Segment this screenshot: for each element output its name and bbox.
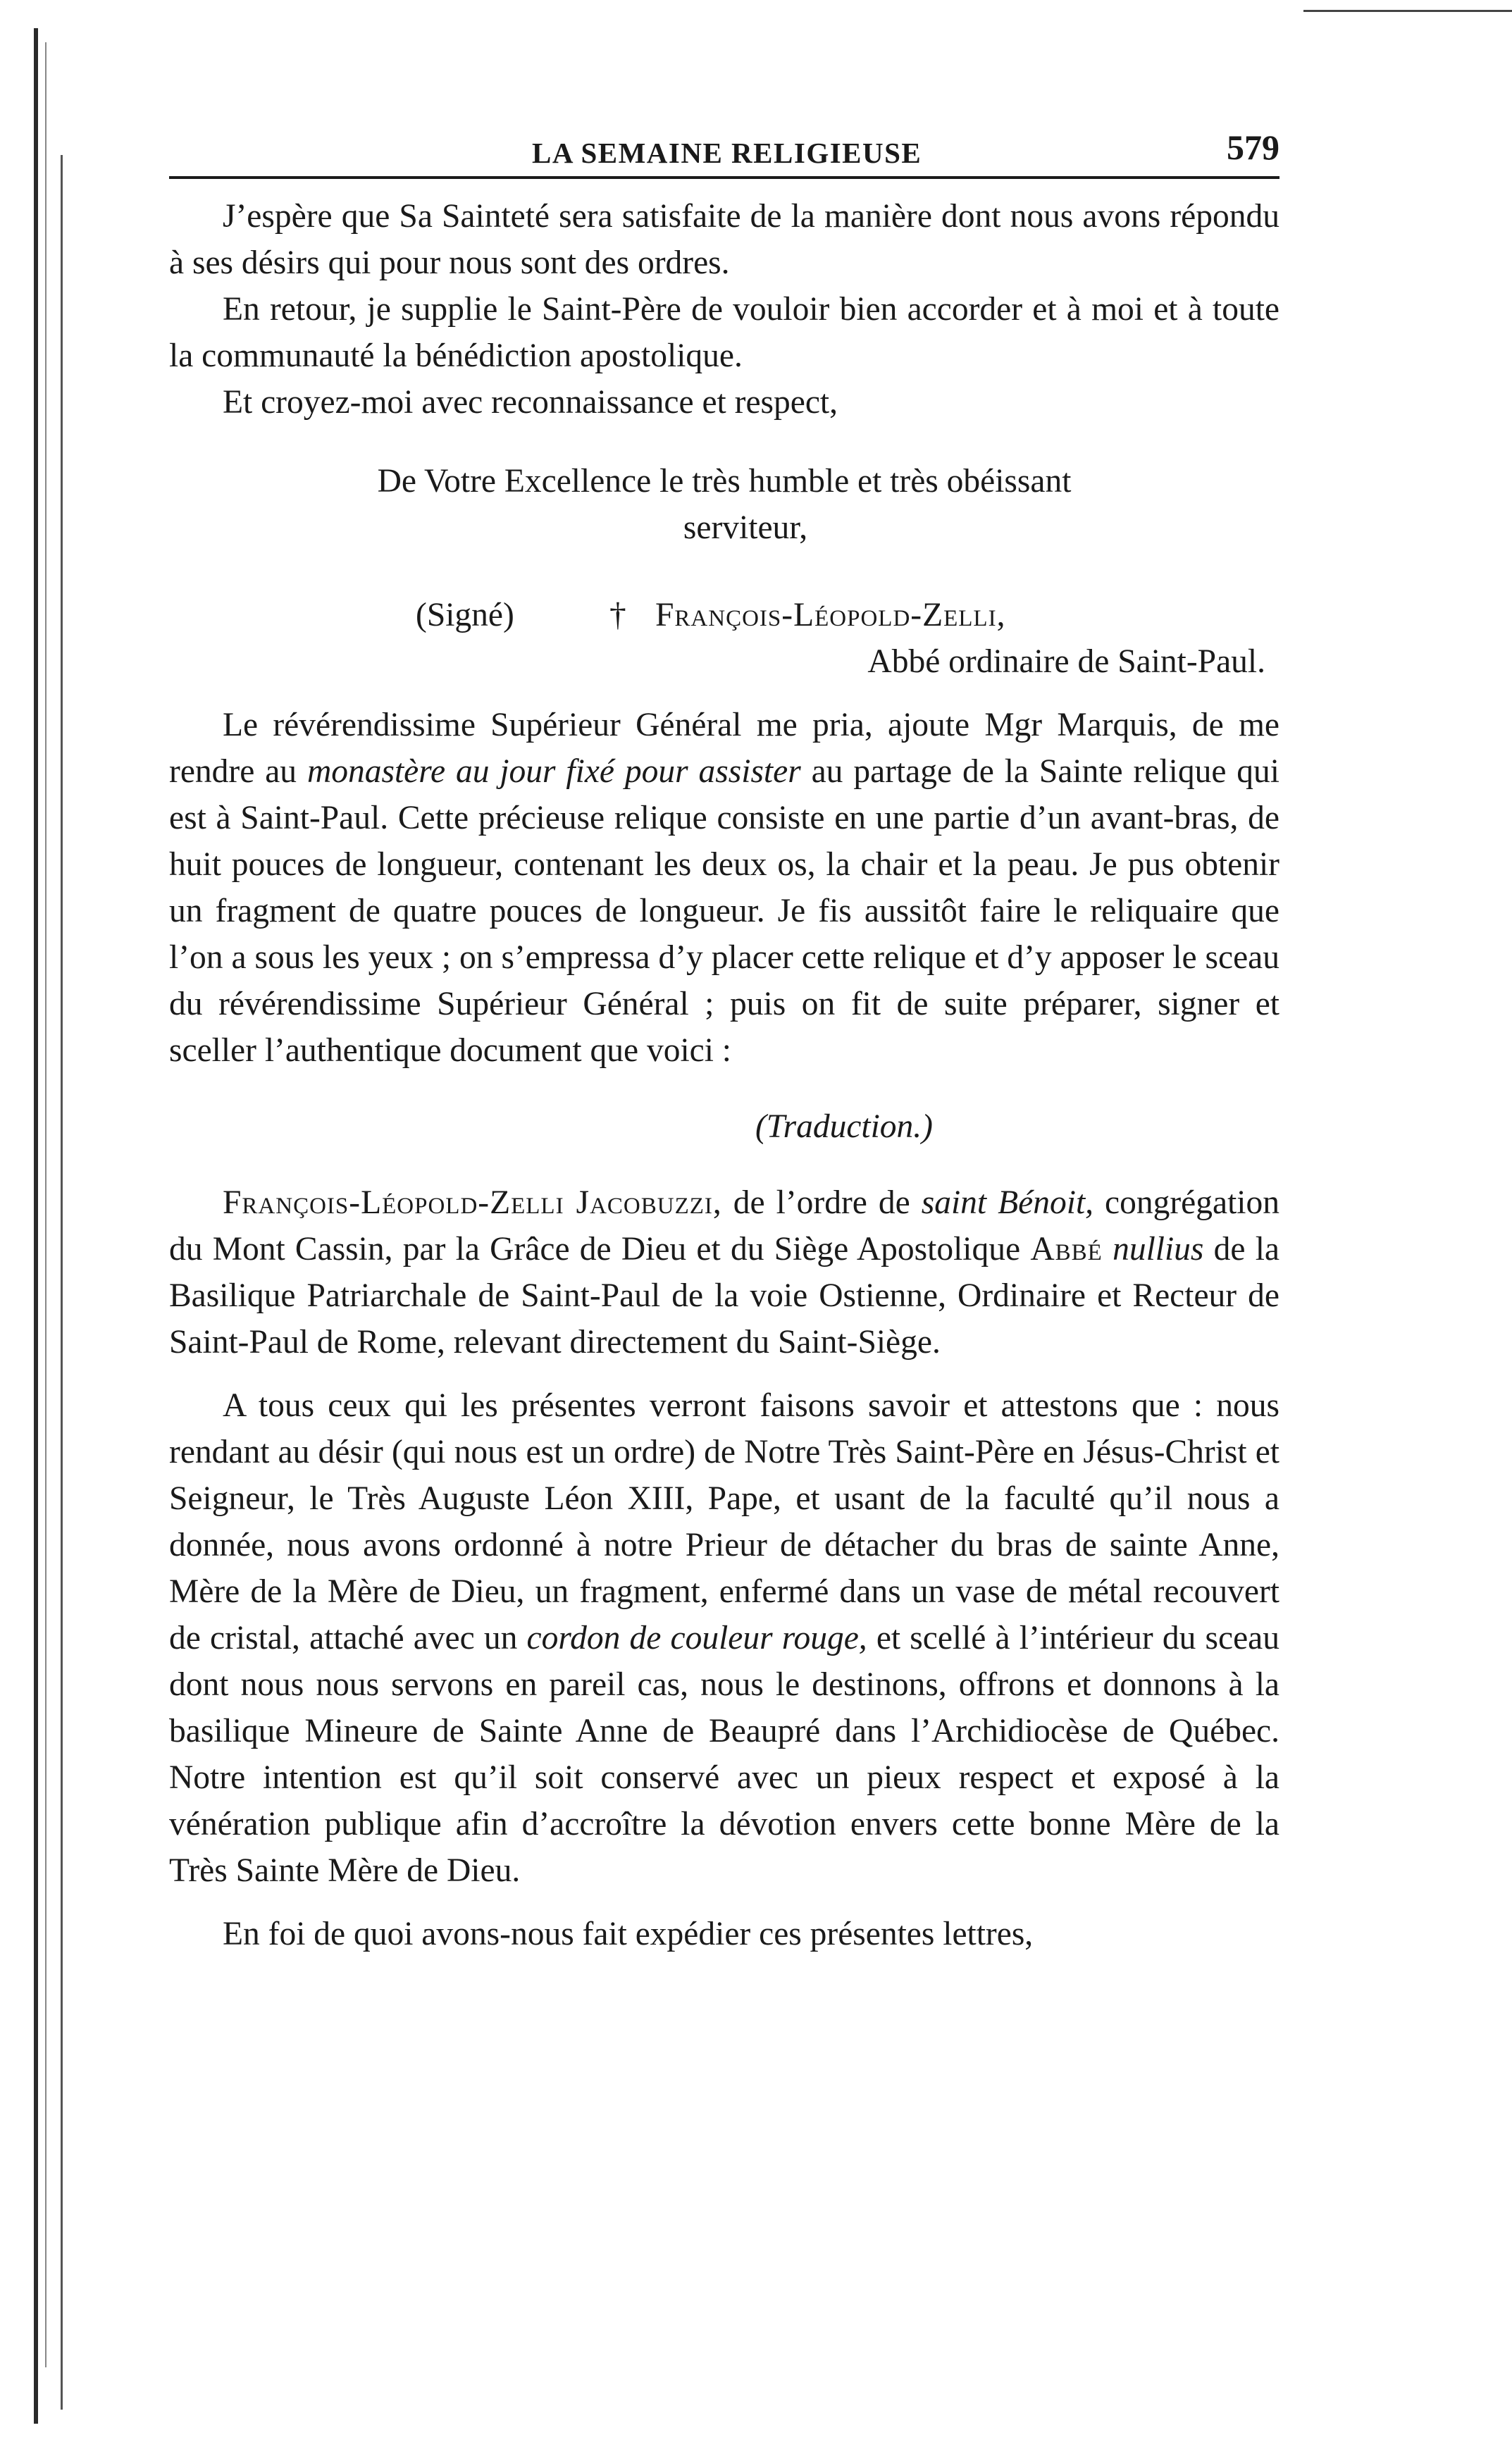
letter-closing: serviteur, [683, 509, 808, 546]
signatory-name: François-Léopold-Zelli, [655, 597, 1006, 633]
italic-run: monastère au jour fixé pour assister [306, 753, 801, 790]
scanned-binding-edge [0, 0, 78, 2454]
narrative-paragraph [169, 702, 1279, 1074]
book-page [169, 106, 1279, 1957]
text-run: Le révérendissime Supérieur Général me pria, ajoute Mgr Marquis, de me rendre au [169, 707, 1279, 790]
italic-run: saint Bénoit, [921, 1184, 1094, 1221]
small-caps-run: François-Léopold-Zelli Jacobuzzi, [223, 1184, 722, 1221]
italic-run: nullius [1113, 1231, 1204, 1268]
page-number: 579 [1227, 128, 1279, 167]
scan-corner-mark [1303, 10, 1512, 12]
letter-closing: De Votre Excellence le très humble et très obéissant [377, 463, 1072, 500]
text-run: de la Basilique Patriarchale de Saint-Paul de la voie Ostienne, Ordinaire et Recteur de Saint-Paul de Rome, relevant directement du Saint-Siège. [169, 1231, 1279, 1361]
translation-heading: (Traduction.) [755, 1108, 934, 1145]
small-caps-run: Abbé [1030, 1231, 1103, 1268]
text-run: et scellé à l’intérieur du sceau dont nous nous servons en pareil cas, nous le destinons, offrons et donnons à la basilique Mineure de Sainte Anne de Beaupré dans l’Archidiocèse de Québec. Notre intention est qu’il soit conservé avec un pieux respect et exposé à la vénération publique afin d’accroître la dévotion envers cette bonne Mère de la Très Sainte Mère de Dieu. [169, 1620, 1279, 1889]
running-title: LA SEMAINE RELIGIEUSE [532, 137, 922, 169]
signature-line [169, 592, 1279, 638]
page-body [169, 193, 1279, 1957]
cross-symbol: † [609, 597, 626, 633]
text-run: A tous ceux qui les présentes verront faisons savoir et attestons que : nous rendant au désir (qui nous est un ordre) de Notre Très Saint-Père en Jésus-Christ et Seigneur, le Très Auguste Léon XIII, Pape, et usant de la faculté qu’il nous a donnée, nous avons ordonné à notre Prieur de détacher du bras de sainte Anne, Mère de la Mère de Dieu, un fragment, enfermé dans un vase de métal recouvert de cristal, attaché avec un [169, 1387, 1279, 1656]
translation-paragraph [169, 1382, 1279, 1894]
running-header [169, 106, 1279, 179]
text-run: de l’ordre de [721, 1184, 922, 1221]
translation-paragraph: En foi de quoi avons-nous fait expédier ces présentes lettres, [223, 1916, 1034, 1952]
translation-paragraph [169, 1179, 1279, 1365]
binding-shadow-line [34, 28, 38, 2424]
text-run: au partage de la Sainte relique qui est à Saint-Paul. Cette précieuse relique consiste en une partie d’un avant-bras, de huit pouces de longueur, contenant les deux os, la chair et la peau. Je pus obtenir un fragment de quatre pouces de longueur. Je fis aussitôt faire le reliquaire que l’on a sous les yeux ; on s’empressa d’y placer cette relique et d’y apposer le sceau du révérendissime Supérieur Général ; puis on fit de suite préparer, signer et sceller l’authentique document que voici : [169, 753, 1279, 1069]
text-run [1103, 1231, 1113, 1268]
binding-shadow-line [45, 42, 47, 2367]
italic-run: cordon de couleur rouge, [526, 1620, 867, 1656]
signatory-title: Abbé ordinaire de Saint-Paul. [867, 643, 1265, 680]
binding-shadow-line [61, 155, 63, 2410]
letter-paragraph: En retour, je supplie le Saint-Père de vouloir bien accorder et à moi et à toute la communauté la bénédiction apostolique. [169, 291, 1279, 374]
letter-paragraph: J’espère que Sa Sainteté sera satisfaite de la manière dont nous avons répondu à ses désirs qui pour nous sont des ordres. [169, 198, 1279, 281]
signed-mark: (Signé) [416, 597, 514, 633]
text-run: congrégation du Mont Cassin, par la Grâce de Dieu et du Siège Apostolique [169, 1184, 1279, 1268]
letter-paragraph: Et croyez-moi avec reconnaissance et respect, [223, 384, 838, 421]
